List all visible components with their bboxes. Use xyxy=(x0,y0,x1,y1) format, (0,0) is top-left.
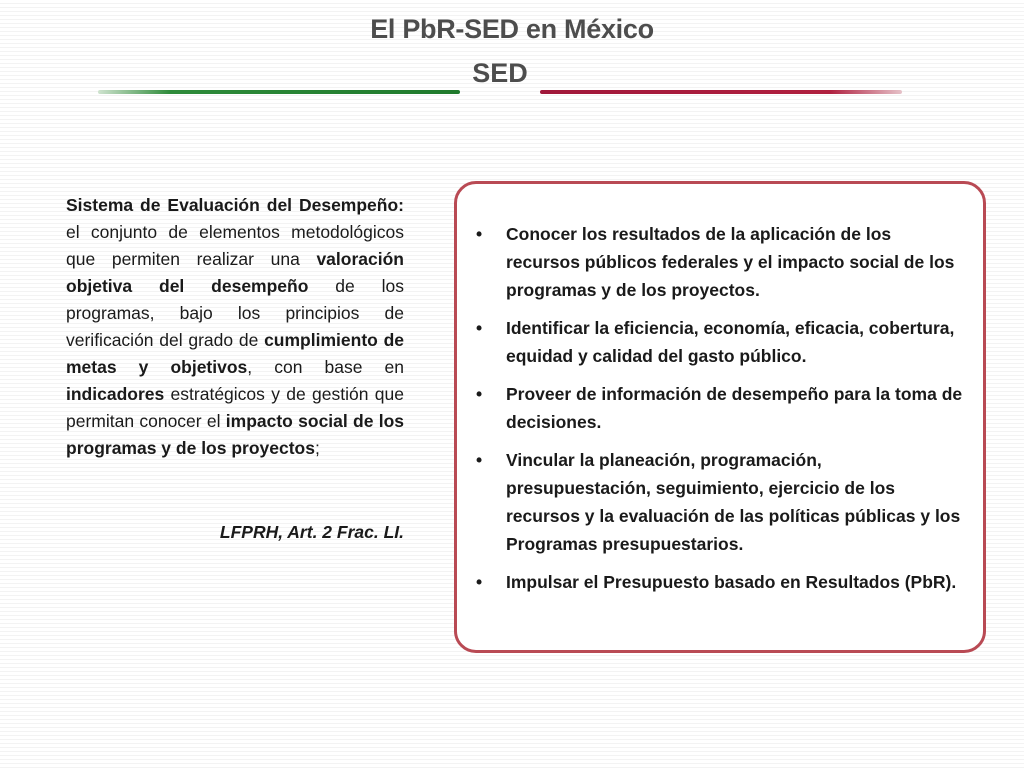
page-subtitle: SED xyxy=(472,58,528,88)
list-item xyxy=(474,446,968,558)
green-divider xyxy=(98,90,460,94)
bullet-icon: • xyxy=(476,450,483,470)
list-item xyxy=(474,568,968,596)
list-item-text: Vincular la planeación, programación, presupuestación, seguimiento, ejercicio de los recursos y la evaluación de las políticas públicas y los Programas presupuestarios. xyxy=(506,450,961,554)
definition-text-5: ; xyxy=(314,438,320,458)
definition-text-3: , con base en xyxy=(247,357,404,377)
definition-text-4: estratégicos y de gestión que permitan conocer el xyxy=(66,384,404,431)
definition-bold-3: indicadores xyxy=(66,384,165,404)
list-item-text: Proveer de información de desempeño para la toma de decisiones. xyxy=(506,384,963,432)
bullet-icon: • xyxy=(476,384,483,404)
list-item xyxy=(474,314,968,370)
list-item-text: Identificar la eficiencia, economía, eficacia, cobertura, equidad y calidad del gasto público. xyxy=(506,318,955,366)
definition-bold-1: valoración objetiva del desempeño xyxy=(66,249,404,296)
definition-text-1: el conjunto de elementos metodológicos que permiten realizar una xyxy=(66,222,404,269)
list-item xyxy=(474,220,968,304)
bullet-icon: • xyxy=(476,224,483,244)
list-item xyxy=(474,380,968,436)
definition-term: Sistema de Evaluación del Desempeño: xyxy=(66,195,404,215)
definition-text-2: de los programas, bajo los principios de verificación del grado de xyxy=(66,276,405,350)
definition-bold-4: impacto social de los programas y de los proyectos xyxy=(66,411,404,458)
definition-bold-2: cumplimiento de metas y objetivos xyxy=(66,330,404,377)
bullet-icon: • xyxy=(476,318,483,338)
list-item-text: Conocer los resultados de la aplicación de los recursos públicos federales y el impacto social de los programas y de los proyectos. xyxy=(506,224,955,300)
definition-paragraph xyxy=(66,192,404,462)
objectives-list xyxy=(474,220,968,606)
bullet-icon: • xyxy=(476,572,483,592)
red-divider xyxy=(540,90,902,94)
law-citation: LFPRH, Art. 2 Frac. LI. xyxy=(219,522,404,542)
list-item-text: Impulsar el Presupuesto basado en Resultados (PbR). xyxy=(506,572,957,592)
page-title: El PbR-SED en México xyxy=(370,14,654,44)
